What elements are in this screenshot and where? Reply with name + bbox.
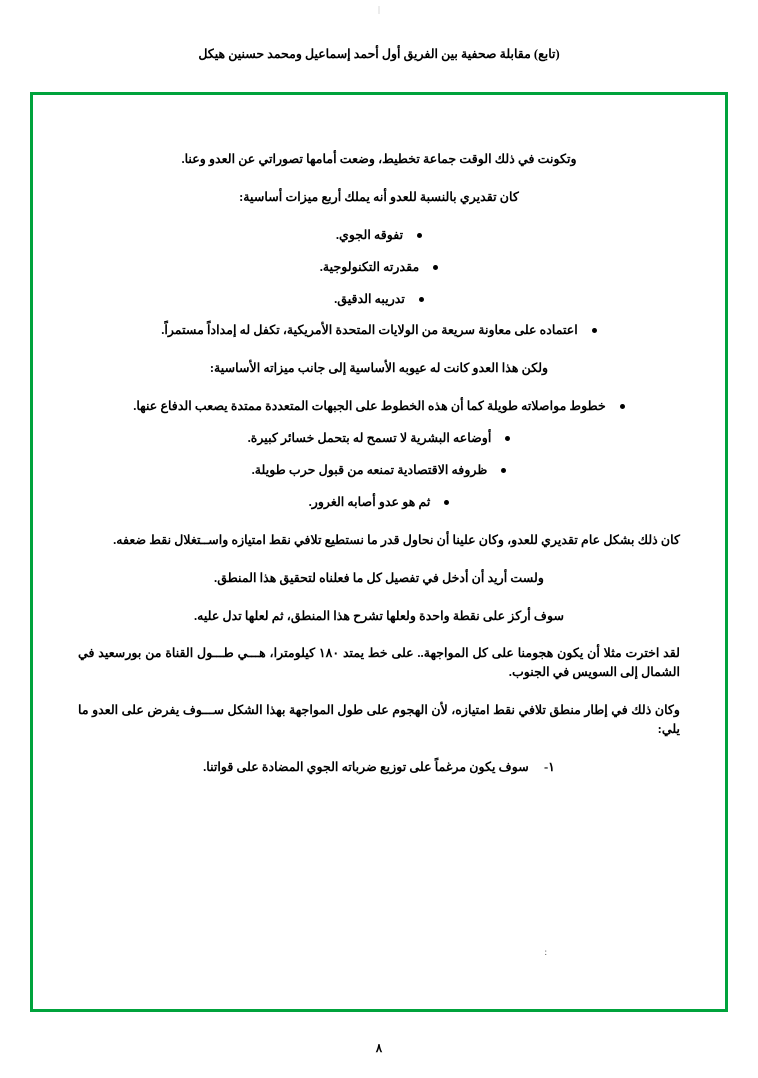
green-border-frame <box>30 92 728 1012</box>
bullet-dot-icon <box>501 468 506 473</box>
numbered-item <box>78 758 680 777</box>
list-item <box>78 258 680 277</box>
list-item-label: خطوط مواصلاته طويلة كما أن هذه الخطوط على الجبهات المتعددة ممتدة يصعب الدفاع عنها. <box>133 399 606 414</box>
top-edge-tick <box>379 6 380 14</box>
list-item-label: أوضاعه البشرية لا تسمح له بتحمل خسائر كبيرة. <box>247 431 492 446</box>
list-item-label: مقدرته التكنولوجية. <box>319 259 420 274</box>
advantages-list <box>78 226 680 341</box>
paragraph-7: لقد اخترت مثلا أن يكون هجومنا على كل المواجهة.. على خط يمتد ١٨٠ كيلومترا، هـــي طـــول القناة من بورسعيد في الشمال إلى السويس في الجنوب. <box>78 646 681 680</box>
bullet-dot-icon <box>433 265 438 270</box>
bullet-dot-icon <box>620 404 625 409</box>
list-item <box>78 290 680 309</box>
list-item-label: ثم هو عدو أصابه الغرور. <box>308 494 431 509</box>
list-item <box>78 429 680 448</box>
paragraph-4: كان ذلك بشكل عام تقديري للعدو، وكان علينا أن نحاول قدر ما نستطيع تلافي نقط امتيازه واســتغلال نقط ضعفه. <box>113 532 680 547</box>
paragraph-5: ولست أريد أن أدخل في تفصيل كل ما فعلناه لتحقيق هذا المنطق. <box>214 570 544 585</box>
list-item <box>78 226 680 245</box>
list-item-label: ظروفه الاقتصادية تمنعه من قبول حرب طويلة. <box>251 463 488 478</box>
paragraph-8: وكان ذلك في إطار منطق تلافي نقط امتيازه، لأن الهجوم على طول المواجهة بهذا الشكل ســـوف يفرض على العدو ما يلي: <box>78 703 680 737</box>
paragraph-1: وتكونت في ذلك الوقت جماعة تخطيط، وضعت أمامها تصوراتي عن العدو وعنا. <box>181 152 577 166</box>
bullet-dot-icon <box>444 500 449 505</box>
numbered-item-label: سوف يكون مرغماً على توزيع ضرباته الجوي المضادة على قواتنا. <box>203 760 529 775</box>
page-number: ٨ <box>375 1041 383 1055</box>
bullet-dot-icon <box>505 436 510 441</box>
paragraph-6: سوف أركز على نقطة واحدة ولعلها تشرح هذا المنطق، ثم لعلها تدل عليه. <box>193 608 565 623</box>
list-item <box>78 493 680 512</box>
list-item-label: تفوقه الجوي. <box>335 227 404 242</box>
list-item <box>78 461 680 480</box>
list-item <box>78 321 680 340</box>
paragraph-2: كان تقديري بالنسبة للعدو أنه يملك أربع ميزات أساسية: <box>239 189 519 204</box>
bullet-dot-icon <box>417 233 422 238</box>
list-item <box>78 397 680 416</box>
scan-artifact-mark: : <box>544 947 547 957</box>
numbered-item-number: ١- <box>543 760 555 775</box>
list-item-label: اعتماده على معاونة سريعة من الولايات المتحدة الأمريكية، تكفل له إمداداً مستمراً. <box>161 323 578 338</box>
document-body <box>78 150 680 790</box>
bullet-dot-icon <box>592 328 597 333</box>
bullet-dot-icon <box>419 297 424 302</box>
list-item-label: تدريبه الدقيق. <box>334 291 405 306</box>
weaknesses-list <box>78 397 680 512</box>
paragraph-3: ولكن هذا العدو كانت له عيوبه الأساسية إلى جانب ميزاته الأساسية: <box>209 361 549 376</box>
page-header: (تابع) مقابلة صحفية بين الفريق أول أحمد إسماعيل ومحمد حسنين هيكل <box>198 47 560 61</box>
